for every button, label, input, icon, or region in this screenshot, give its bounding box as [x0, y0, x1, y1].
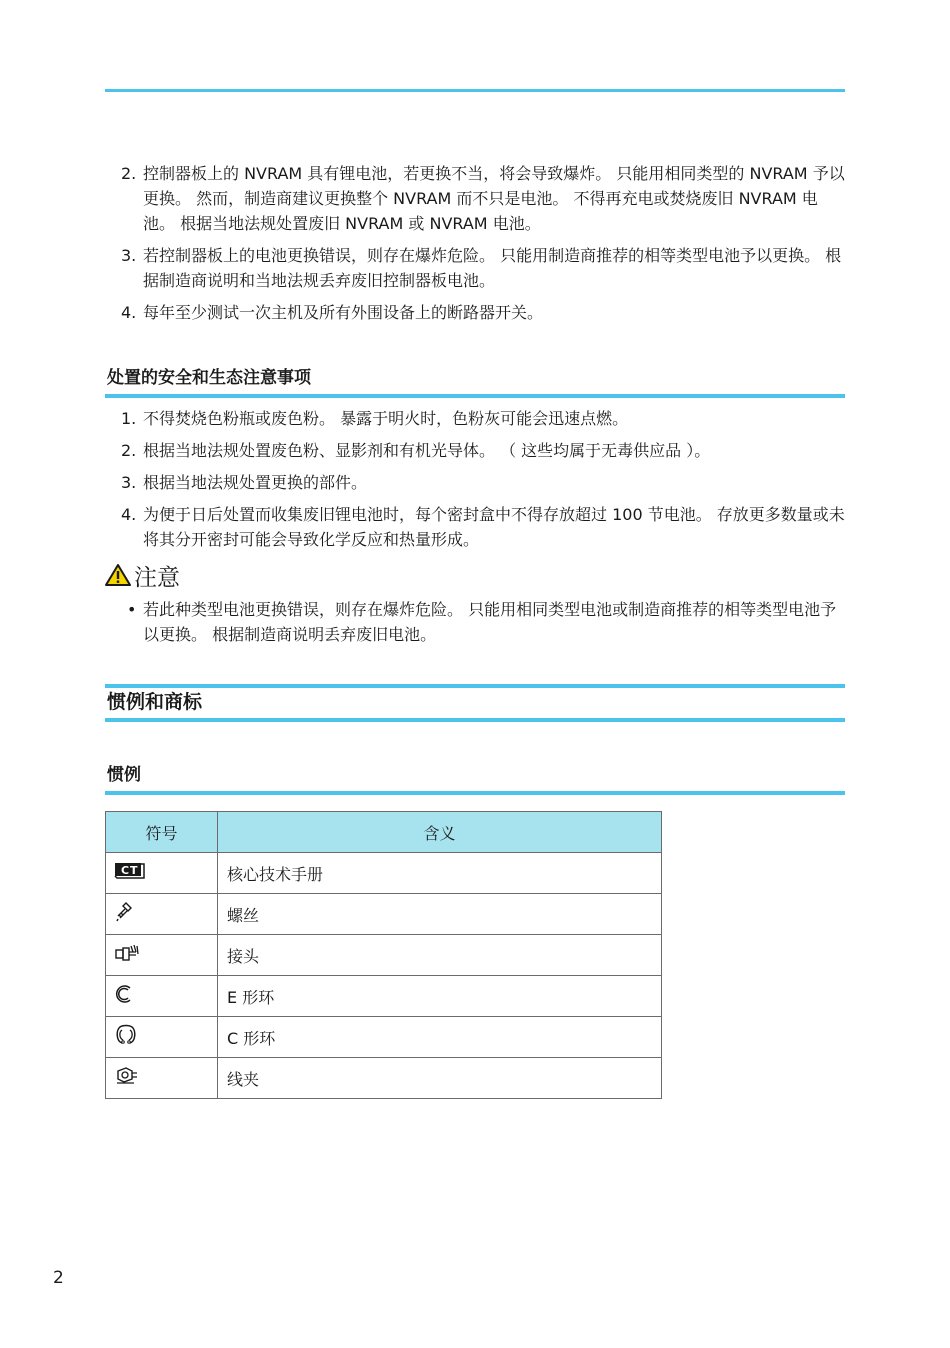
precautions-list: [105, 161, 845, 332]
header-rule: [105, 89, 845, 92]
caution-heading: [105, 560, 180, 590]
e-ring-icon: [114, 983, 136, 1005]
table-row: 线夹: [106, 1058, 662, 1099]
disposal-heading: 处置的安全和生态注意事项: [105, 366, 845, 398]
col-meaning-header: 含义: [218, 812, 662, 853]
caution-title: 注意: [134, 564, 180, 591]
col-symbol-header: 符号: [106, 812, 218, 853]
page-number: 2: [53, 1268, 64, 1288]
list-item: 3. 根据当地法规处置更换的部件。: [121, 473, 368, 492]
table-header-row: [106, 812, 662, 853]
list-item: • 若此种类型电池更换错误，则存在爆炸危险。 只能用相同类型电池或制造商推荐的相等类型电池予以更换。 根据制造商说明丢弃废旧电池。: [127, 600, 837, 644]
conventions-trademarks-heading: 惯例和商标: [105, 684, 845, 722]
table-row: C T 核心技术手册: [106, 853, 662, 894]
warning-icon: [105, 563, 131, 587]
clamp-icon: [114, 1065, 140, 1087]
table-row: E 形环: [106, 976, 662, 1017]
caution-list: [105, 597, 845, 654]
c-ring-icon: [114, 1024, 138, 1046]
list-item: 2. 根据当地法规处置废色粉、显影剂和有机光导体。 （ 这些均属于无毒供应品 ）。: [121, 441, 711, 460]
table-row: C 形环: [106, 1017, 662, 1058]
list-item: 4. 为便于日后处置而收集废旧锂电池时，每个密封盒中不得存放超过 100 节电池。 存放更多数量或未将其分开密封可能会导致化学反应和热量形成。: [121, 505, 845, 549]
list-item: 3. 若控制器板上的电池更换错误，则存在爆炸危险。 只能用制造商推荐的相等类型电池予以更换。 根据制造商说明和当地法规丢弃废旧控制器板电池。: [121, 246, 842, 290]
connector-icon: [114, 942, 140, 964]
screw-icon: [114, 901, 136, 923]
list-item: 1. 不得焚烧色粉瓶或废色粉。 暴露于明火时，色粉灰可能会迅速点燃。: [121, 409, 629, 428]
table-row: 螺丝: [106, 894, 662, 935]
svg-text:T: T: [130, 864, 138, 877]
svg-text:C: C: [121, 864, 130, 877]
ct-book-icon: [114, 861, 146, 881]
list-item: 2. 控制器板上的 NVRAM 具有锂电池，若更换不当，将会导致爆炸。 只能用相同类型的 NVRAM 予以更换。 然而，制造商建议更换整个 NVRAM 而不只是电池。 不得再充电或焚烧废旧 NVRAM 电池。 根据当地法规处置废旧 NVRAM 或 NVRAM 电池。: [121, 164, 845, 233]
conventions-table: [105, 811, 662, 1099]
table-row: 接头: [106, 935, 662, 976]
disposal-list: [105, 406, 845, 559]
conventions-subheading: 惯例: [105, 764, 845, 798]
list-item: 4. 每年至少测试一次主机及所有外围设备上的断路器开关。: [121, 303, 544, 322]
